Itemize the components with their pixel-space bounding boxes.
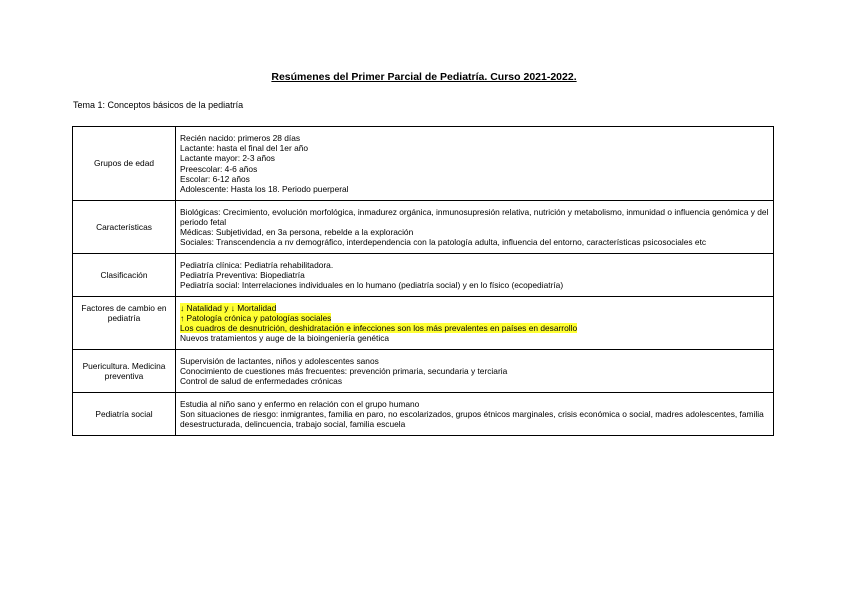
row-content <box>176 297 774 350</box>
row-content <box>176 350 774 393</box>
highlighted-text: ↓ Natalidad y ↓ Mortalidad <box>180 302 277 313</box>
highlighted-text: Los cuadros de desnutrición, deshidratación e infecciones son los más prevalentes en países en desarrollo <box>180 323 578 333</box>
row-header: Características <box>73 201 176 254</box>
content-line: Médicas: Subjetividad, en 3a persona, rebelde a la exploración <box>180 227 414 237</box>
row-header: Factores de cambio en pediatría <box>73 297 176 350</box>
content-line <box>180 323 769 333</box>
content-line: Biológicas: Crecimiento, evolución morfológica, inmadurez orgánica, inmunosupresión relativa, nutrición y metabolismo, inmunidad o influencia genómica y del periodo fetal <box>180 206 769 227</box>
content-line: Adolescente: Hasta los 18. Periodo puerperal <box>180 183 349 194</box>
row-header: Puericultura. Medicina preventiva <box>73 350 176 393</box>
content-line: Sociales: Transcendencia a nv demográfico, interdependencia con la patología adulta, influencia del entorno, características psicosociales etc <box>180 237 707 248</box>
content-line: Son situaciones de riesgo: inmigrantes, familia en paro, no escolarizados, grupos étnicos marginales, crisis económica o social, madres adolescentes, familia desestructurada, delincuencia, trabajo social, familia escuela <box>180 408 764 430</box>
document-subtitle: Tema 1: Conceptos básicos de la pediatría <box>73 100 244 110</box>
content-line: Recién nacido: primeros 28 días <box>180 132 301 143</box>
table-row <box>73 201 774 254</box>
content-line: Supervisión de lactantes, niños y adolescentes sanos <box>180 355 379 366</box>
document-title: Resúmenes del Primer Parcial de Pediatría. Curso 2021-2022. <box>271 71 577 83</box>
content-line: Pediatría social: Interrelaciones individuales en lo humano (pediatría social) y en lo físico (ecopediatría) <box>180 280 564 291</box>
row-content <box>176 393 774 436</box>
row-header: Grupos de edad <box>73 127 176 201</box>
content-line: Estudia al niño sano y enfermo en relación con el grupo humano <box>180 398 420 409</box>
content-line <box>180 313 769 323</box>
content-line: Lactante mayor: 2-3 años <box>180 153 275 164</box>
table-row <box>73 127 774 201</box>
table-row <box>73 297 774 350</box>
row-content <box>176 127 774 201</box>
content-line: Control de salud de enfermedades crónicas <box>180 376 343 387</box>
content-line <box>180 303 769 313</box>
highlighted-text: ↑ Patología crónica y patologías sociales <box>180 312 332 323</box>
content-line: Lactante: hasta el final del 1er año <box>180 143 309 154</box>
table-row <box>73 254 774 297</box>
content-line: Pediatría Preventiva: Biopediatría <box>180 269 305 280</box>
row-header: Clasificación <box>73 254 176 297</box>
row-content <box>176 254 774 297</box>
content-line: Escolar: 6-12 años <box>180 173 250 184</box>
content-line: Conocimiento de cuestiones más frecuentes: prevención primaria, secundaria y terciaria <box>180 365 508 376</box>
table-row <box>73 350 774 393</box>
row-header: Pediatría social <box>73 393 176 436</box>
summary-table <box>72 126 774 436</box>
content-line: Nuevos tratamientos y auge de la bioingeniería genética <box>180 333 390 344</box>
table-row <box>73 393 774 436</box>
row-content <box>176 201 774 254</box>
content-line: Preescolar: 4-6 años <box>180 163 258 174</box>
content-line: Pediatría clínica: Pediatría rehabilitadora. <box>180 259 334 270</box>
